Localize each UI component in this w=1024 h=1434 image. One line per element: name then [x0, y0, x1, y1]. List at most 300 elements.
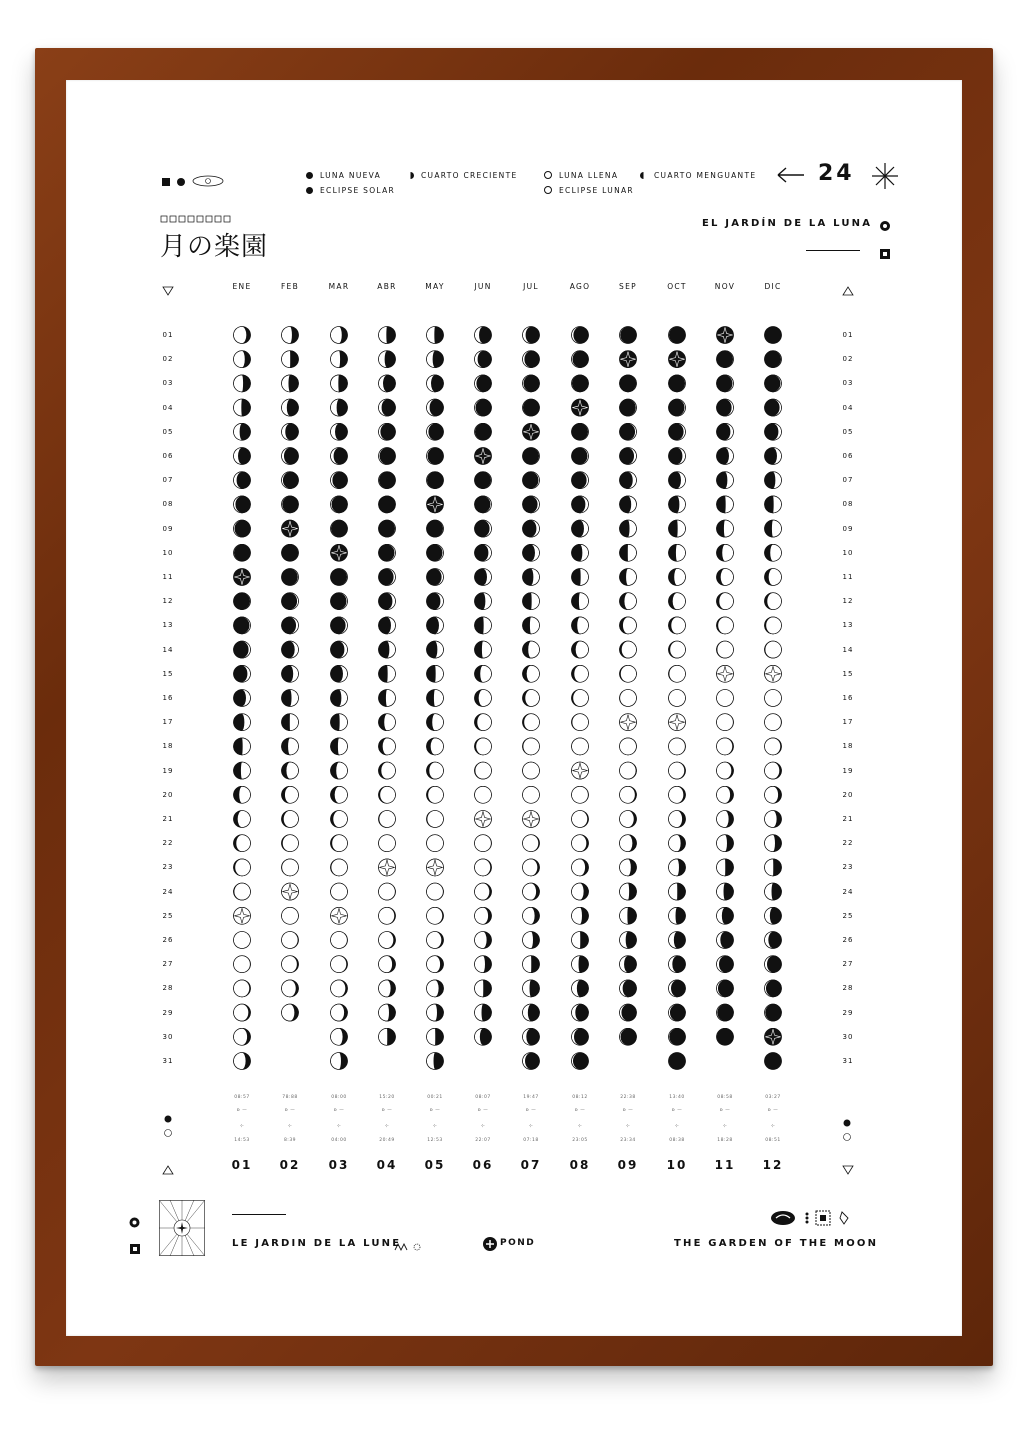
day-label: 04	[162, 403, 174, 412]
moon-phase-icon	[379, 544, 396, 561]
moon-phase-icon	[572, 544, 589, 561]
moon-phase-icon	[475, 980, 492, 997]
moon-phase-icon	[379, 883, 396, 900]
moon-phase-icon	[620, 690, 637, 707]
phase-time-top: 08:00	[331, 1095, 347, 1100]
moon-phase-icon	[620, 375, 637, 392]
day-label: 17	[162, 718, 174, 727]
moon-phase-icon	[620, 907, 637, 924]
moon-phase-icon	[717, 327, 734, 344]
legend-label: CUARTO CRECIENTE	[421, 171, 518, 180]
moon-phase-icon	[765, 1004, 782, 1021]
moon-phase-icon	[572, 1004, 589, 1021]
moon-phase-icon	[765, 520, 782, 537]
moon-phase-icon	[717, 714, 734, 731]
moon-phase-icon	[572, 593, 589, 610]
moon-phase-icon	[331, 835, 348, 852]
phase-time-bottom: 04:00	[331, 1138, 347, 1143]
moon-phase-icon	[427, 593, 444, 610]
moon-phase-icon	[765, 665, 782, 682]
moon-phase-icon	[717, 544, 734, 561]
moon-phase-icon	[572, 496, 589, 513]
moon-phase-icon	[523, 423, 540, 440]
moon-phase-icon	[669, 956, 686, 973]
moon-phase-icon	[379, 423, 396, 440]
moon-phase-icon	[717, 980, 734, 997]
moon-phase-icon	[765, 327, 782, 344]
moon-phase-icon	[572, 569, 589, 586]
moon-phase-icon	[427, 811, 444, 828]
moon-phase-icon	[523, 617, 540, 634]
moon-phase-icon	[234, 399, 251, 416]
moon-phase-icon	[379, 907, 396, 924]
moon-phase-icon	[379, 569, 396, 586]
moon-phase-icon	[717, 932, 734, 949]
moon-phase-icon	[572, 932, 589, 949]
moon-phase-icon	[717, 375, 734, 392]
month-header: FEB	[280, 282, 300, 291]
moon-phase-icon	[669, 859, 686, 876]
moon-phase-icon	[475, 932, 492, 949]
moon-phase-icon	[572, 399, 589, 416]
moon-phase-icon	[234, 932, 251, 949]
moon-phase-icon	[475, 883, 492, 900]
pond-logo-icon	[483, 1236, 497, 1255]
japanese-title: 月の楽園	[160, 232, 269, 262]
moon-phase-icon	[331, 544, 348, 561]
month-header: MAY	[425, 282, 445, 291]
phase-time-bottom: 14:53	[234, 1138, 250, 1143]
moon-phase-icon	[427, 544, 444, 561]
day-label: 05	[162, 427, 174, 436]
moon-phase-icon	[717, 520, 734, 537]
moon-phase-icon	[282, 617, 299, 634]
month-number: 02	[279, 1158, 301, 1172]
zodiac-glyph-icon: ⊹	[625, 1124, 631, 1129]
moon-phase-icon	[669, 907, 686, 924]
moon-phase-icon	[331, 423, 348, 440]
moon-phase-icon	[572, 786, 589, 803]
zodiac-glyph-icon: ⊹	[722, 1124, 728, 1129]
moon-phase-icon	[331, 1028, 348, 1045]
moon-phase-icon	[620, 448, 637, 465]
moon-phase-icon	[669, 327, 686, 344]
moon-phase-icon	[717, 641, 734, 658]
moon-phase-icon	[427, 375, 444, 392]
moon-phase-icon	[331, 811, 348, 828]
moon-phase-icon	[282, 690, 299, 707]
month-header: DIC	[764, 282, 782, 291]
moon-phase-icon	[523, 496, 540, 513]
zodiac-glyph-icon: ⊹	[384, 1124, 390, 1129]
moon-phase-icon	[379, 351, 396, 368]
moon-phase-icon	[765, 641, 782, 658]
moon-phase-icon	[379, 1004, 396, 1021]
moon-phase-icon	[523, 956, 540, 973]
day-label: 08	[842, 500, 854, 509]
day-label: 19	[842, 766, 854, 775]
moon-phase-icon	[234, 956, 251, 973]
moon-phase-icon	[234, 980, 251, 997]
moon-phase-icon	[379, 399, 396, 416]
moon-phase-icon	[282, 448, 299, 465]
moon-phase-icon	[234, 423, 251, 440]
full-moon-legend-small-icon	[164, 1122, 172, 1141]
moon-phase-icon	[379, 956, 396, 973]
moon-phase-icon	[331, 690, 348, 707]
day-label: 03	[162, 379, 174, 388]
moon-phase-icon	[331, 593, 348, 610]
moon-phase-icon	[717, 907, 734, 924]
moon-phase-icon	[427, 932, 444, 949]
moon-phase-icon	[234, 714, 251, 731]
moon-phase-icon	[379, 641, 396, 658]
zodiac-glyph-icon: ʚ —	[574, 1108, 586, 1113]
moon-phase-icon	[379, 327, 396, 344]
moon-phase-icon	[427, 1053, 444, 1070]
day-label: 06	[842, 452, 854, 460]
moon-phase-icon	[331, 714, 348, 731]
moon-phase-icon	[379, 665, 396, 682]
moon-phase-icon	[523, 544, 540, 561]
moon-phase-icon	[379, 375, 396, 392]
day-label: 31	[162, 1057, 174, 1065]
moon-phase-icon	[234, 472, 251, 489]
moon-phase-icon	[572, 423, 589, 440]
moon-phase-icon	[669, 569, 686, 586]
phase-time-top: 00:21	[427, 1095, 443, 1100]
phase-time-bottom: 18:28	[717, 1138, 733, 1143]
moon-phase-icon	[717, 859, 734, 876]
moon-phase-icon	[475, 1004, 492, 1021]
moon-phase-icon	[427, 472, 444, 489]
moon-phase-icon	[379, 786, 396, 803]
moon-phase-icon	[765, 1053, 782, 1070]
moon-phase-icon	[427, 665, 444, 682]
moon-phase-icon	[427, 569, 444, 586]
day-label: 11	[842, 573, 854, 581]
moon-phase-icon	[282, 472, 299, 489]
zodiac-glyph-icon: ⊹	[432, 1124, 438, 1129]
day-label: 20	[162, 790, 174, 799]
moon-phase-icon	[523, 1004, 540, 1021]
day-label: 25	[162, 911, 174, 920]
moon-phase-icon	[717, 1028, 734, 1045]
moon-phase-icon	[475, 835, 492, 852]
phase-time-top: 08:07	[475, 1095, 491, 1100]
moon-phase-icon	[475, 569, 492, 586]
moon-phase-icon	[717, 690, 734, 707]
moon-phase-icon	[669, 641, 686, 658]
moon-phase-icon	[427, 351, 444, 368]
moon-phase-icon	[475, 617, 492, 634]
moon-phase-icon	[331, 665, 348, 682]
zodiac-glyph-icon: ⊹	[577, 1124, 583, 1129]
day-label: 22	[842, 839, 854, 848]
month-header: AGO	[569, 282, 591, 291]
phase-time-top: 19:47	[523, 1095, 539, 1100]
moon-phase-icon	[331, 520, 348, 537]
moon-phase-icon	[282, 980, 299, 997]
phase-time-bottom: 23:05	[572, 1138, 588, 1143]
moon-phase-icon	[475, 593, 492, 610]
moon-phase-icon	[669, 932, 686, 949]
moon-phase-icon	[717, 399, 734, 416]
brand-label: POND	[500, 1238, 536, 1248]
moon-phase-icon	[669, 690, 686, 707]
moon-phase-icon	[620, 786, 637, 803]
moon-phase-icon	[620, 714, 637, 731]
moon-phase-icon	[523, 811, 540, 828]
moon-phase-icon	[331, 448, 348, 465]
day-label: 30	[842, 1032, 854, 1041]
moon-phase-icon	[523, 786, 540, 803]
moon-phase-icon	[379, 932, 396, 949]
moon-phase-icon	[234, 738, 251, 755]
month-header: ABR	[377, 282, 397, 291]
moon-phase-icon	[331, 762, 348, 779]
zodiac-glyph-icon: ʚ —	[525, 1108, 537, 1113]
moon-phase-icon	[669, 496, 686, 513]
day-label: 28	[842, 984, 854, 993]
moon-phase-icon	[765, 738, 782, 755]
moon-phase-icon	[765, 1028, 782, 1045]
moon-phase-icon	[282, 665, 299, 682]
month-header: JUL	[523, 282, 539, 291]
phase-time-bottom: 08:38	[669, 1138, 685, 1143]
moon-phase-icon	[234, 907, 251, 924]
moon-phase-icon	[523, 980, 540, 997]
moon-phase-icon	[523, 835, 540, 852]
moon-phase-icon	[475, 351, 492, 368]
moon-phase-icon	[765, 544, 782, 561]
moon-phase-icon	[620, 1028, 637, 1045]
moon-phase-icon	[379, 980, 396, 997]
moon-phase-icon	[669, 1053, 686, 1070]
moon-phase-icon	[765, 448, 782, 465]
moon-phase-icon	[669, 665, 686, 682]
day-label: 16	[162, 694, 174, 702]
moon-phase-icon	[427, 762, 444, 779]
moon-phase-icon	[523, 859, 540, 876]
moon-phase-icon	[620, 1004, 637, 1021]
moon-phase-icon	[523, 593, 540, 610]
moon-phase-icon	[765, 423, 782, 440]
moon-phase-icon	[234, 859, 251, 876]
moon-phase-icon	[379, 593, 396, 610]
day-label: 05	[842, 427, 854, 436]
moon-phase-icon	[427, 327, 444, 344]
moon-phase-icon	[523, 665, 540, 682]
moon-phase-icon	[765, 351, 782, 368]
day-label: 31	[842, 1057, 854, 1065]
moon-phase-icon	[282, 859, 299, 876]
phase-time-bottom: 08:51	[765, 1138, 781, 1143]
moon-phase-icon	[282, 907, 299, 924]
moon-phase-icon	[572, 665, 589, 682]
moon-phase-icon	[620, 859, 637, 876]
zodiac-glyph-icon: ʚ —	[767, 1108, 779, 1113]
day-label: 29	[162, 1008, 174, 1017]
moon-phase-icon	[669, 883, 686, 900]
moon-phase-icon	[572, 351, 589, 368]
day-label: 24	[842, 887, 854, 896]
moon-phase-icon	[765, 617, 782, 634]
moon-phase-icon	[379, 835, 396, 852]
moon-phase-icon	[282, 593, 299, 610]
day-label: 25	[842, 911, 854, 920]
moon-phase-icon	[475, 544, 492, 561]
moon-phase-icon	[765, 375, 782, 392]
zodiac-glyph-icon: ⊹	[239, 1124, 245, 1129]
zodiac-glyph-icon: ʚ —	[671, 1108, 683, 1113]
moon-phase-icon	[765, 956, 782, 973]
moon-phase-icon	[765, 859, 782, 876]
day-label: 07	[842, 476, 854, 485]
phase-time-top: 08:12	[572, 1095, 588, 1100]
moon-phase-icon	[572, 811, 589, 828]
day-label: 09	[162, 524, 174, 533]
day-label: 13	[842, 621, 854, 630]
moon-phase-icon	[427, 520, 444, 537]
day-label: 17	[842, 718, 854, 727]
moon-phase-icon	[475, 520, 492, 537]
day-label: 06	[162, 452, 174, 460]
moon-phase-icon	[572, 714, 589, 731]
moon-phase-icon	[282, 641, 299, 658]
moon-phase-icon	[765, 835, 782, 852]
moon-phase-icon	[572, 327, 589, 344]
moon-phase-icon	[620, 472, 637, 489]
moon-phase-icon	[620, 956, 637, 973]
moon-phase-icon	[717, 1004, 734, 1021]
moon-phase-icon	[475, 399, 492, 416]
day-label: 27	[842, 960, 854, 969]
moon-phase-icon	[717, 883, 734, 900]
month-header: JUN	[474, 282, 492, 291]
moon-phase-icon	[282, 569, 299, 586]
moon-phase-icon	[331, 738, 348, 755]
moon-phase-icon	[669, 738, 686, 755]
moon-phase-icon	[620, 520, 637, 537]
day-label: 16	[842, 694, 854, 702]
day-label: 27	[162, 960, 174, 969]
day-label: 15	[162, 669, 174, 678]
zodiac-glyph-icon: ⊹	[480, 1124, 486, 1129]
moon-phase-icon	[717, 665, 734, 682]
month-number: 01	[231, 1158, 253, 1172]
moon-phase-icon	[572, 883, 589, 900]
moon-phase-icon	[234, 665, 251, 682]
zodiac-glyph-icon: ʚ —	[719, 1108, 731, 1113]
moon-phase-icon	[717, 786, 734, 803]
moon-phase-icon	[572, 520, 589, 537]
moon-phase-icon	[523, 714, 540, 731]
moon-phase-icon	[717, 423, 734, 440]
moon-phase-icon	[765, 907, 782, 924]
moon-phase-icon	[572, 980, 589, 997]
moon-phase-icon	[765, 714, 782, 731]
moon-phase-icon	[572, 1053, 589, 1070]
moon-phase-icon	[282, 956, 299, 973]
phase-time-bottom: 23:34	[620, 1138, 636, 1143]
moon-phase-icon	[379, 762, 396, 779]
moon-phase-icon	[234, 1053, 251, 1070]
month-number: 05	[424, 1158, 446, 1172]
moon-phase-icon	[427, 496, 444, 513]
moon-phase-icon	[669, 786, 686, 803]
phase-time-bottom: 8:39	[283, 1138, 297, 1143]
moon-phase-icon	[475, 907, 492, 924]
moon-phase-icon	[717, 835, 734, 852]
moon-phase-icon	[475, 690, 492, 707]
moon-phase-icon	[620, 835, 637, 852]
moon-phase-icon	[523, 883, 540, 900]
day-label: 21	[162, 815, 174, 823]
moon-phase-icon	[523, 641, 540, 658]
moon-phase-icon	[717, 956, 734, 973]
day-label: 18	[842, 742, 854, 751]
moon-phase-icon	[234, 835, 251, 852]
moon-phase-icon	[620, 762, 637, 779]
month-header: NOV	[714, 282, 736, 291]
moon-phase-icon	[379, 859, 396, 876]
moon-phase-icon	[669, 472, 686, 489]
moon-phase-icon	[620, 932, 637, 949]
phase-time-top: 13:40	[669, 1095, 685, 1100]
day-label: 23	[162, 863, 174, 872]
moon-phase-icon	[427, 786, 444, 803]
moon-phase-icon	[282, 351, 299, 368]
moon-phase-icon	[331, 617, 348, 634]
day-label: 13	[162, 621, 174, 630]
zodiac-glyph-icon: ʚ —	[477, 1108, 489, 1113]
moon-phase-icon	[620, 641, 637, 658]
moon-phase-icon	[427, 907, 444, 924]
moon-phase-icon	[620, 665, 637, 682]
moon-phase-icon	[765, 593, 782, 610]
moon-phase-icon	[234, 496, 251, 513]
footer-badges-icon	[770, 1209, 856, 1231]
moon-phase-icon	[572, 641, 589, 658]
month-number: 04	[376, 1158, 398, 1172]
full-moon-legend-small-right-icon	[843, 1126, 851, 1145]
day-label: 21	[842, 815, 854, 823]
moon-phase-icon	[523, 327, 540, 344]
title-spanish: EL JARDÍN DE LA LUNA	[702, 218, 873, 229]
moon-phase-icon	[282, 496, 299, 513]
moon-phase-icon	[234, 762, 251, 779]
moon-phase-icon	[234, 1028, 251, 1045]
zodiac-glyph-icon: ⊹	[770, 1124, 776, 1129]
phase-time-top: 78:88	[282, 1095, 298, 1100]
moon-phase-icon	[282, 786, 299, 803]
phase-time-top: 03:27	[765, 1095, 781, 1100]
moon-phase-icon	[669, 375, 686, 392]
day-label: 07	[162, 476, 174, 485]
moon-phase-icon	[669, 617, 686, 634]
month-number: 09	[617, 1158, 639, 1172]
moon-phase-icon	[234, 1004, 251, 1021]
moon-phase-icon	[523, 738, 540, 755]
moon-phase-icon	[379, 690, 396, 707]
zodiac-glyph-icon: ʚ —	[333, 1108, 345, 1113]
moon-phase-icon	[669, 980, 686, 997]
moon-phase-icon	[427, 738, 444, 755]
legend-label: ECLIPSE SOLAR	[320, 186, 396, 195]
moon-phase-icon	[331, 351, 348, 368]
zodiac-glyph-icon: ʚ —	[236, 1108, 248, 1113]
